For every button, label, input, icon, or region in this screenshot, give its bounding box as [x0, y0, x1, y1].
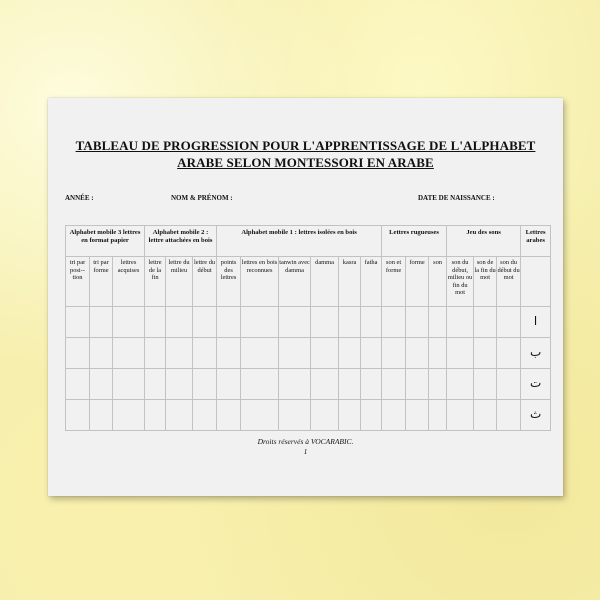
- subheader-cell: fatha: [361, 257, 382, 307]
- empty-cell[interactable]: [339, 307, 361, 338]
- title-line-1: TABLEAU DE PROGRESSION POUR L'APPRENTISSAGE DE L'ALPHABET: [75, 138, 536, 153]
- empty-cell[interactable]: [113, 400, 145, 431]
- empty-cell[interactable]: [90, 369, 113, 400]
- empty-cell[interactable]: [90, 400, 113, 431]
- empty-cell[interactable]: [145, 400, 166, 431]
- subheader-cell: tanwin avec damma: [279, 257, 311, 307]
- page-number: 1: [303, 447, 308, 456]
- empty-cell[interactable]: [145, 369, 166, 400]
- empty-cell[interactable]: [429, 338, 447, 369]
- empty-cell[interactable]: [497, 307, 521, 338]
- group-header-row: [66, 226, 551, 257]
- empty-cell[interactable]: [311, 307, 339, 338]
- subheader-cell: damma: [311, 257, 339, 307]
- group-lettres-rugueuses: Lettres rugueuses: [382, 226, 447, 257]
- group-jeu-des-sons: Jeu des sons: [447, 226, 521, 257]
- empty-cell[interactable]: [279, 400, 311, 431]
- empty-cell[interactable]: [447, 307, 474, 338]
- arabic-letter-alif: ا: [521, 307, 551, 338]
- empty-cell[interactable]: [66, 369, 90, 400]
- empty-cell[interactable]: [339, 338, 361, 369]
- empty-cell[interactable]: [66, 400, 90, 431]
- empty-cell[interactable]: [66, 338, 90, 369]
- arabic-letter-ta: ت: [521, 369, 551, 400]
- subheader-cell: lettres acquises: [113, 257, 145, 307]
- empty-cell[interactable]: [217, 369, 241, 400]
- empty-cell[interactable]: [217, 400, 241, 431]
- empty-cell[interactable]: [113, 307, 145, 338]
- empty-cell[interactable]: [406, 400, 429, 431]
- subheader-cell: points des lettres: [217, 257, 241, 307]
- empty-cell[interactable]: [193, 338, 217, 369]
- subheader-cell: forme: [406, 257, 429, 307]
- empty-cell[interactable]: [474, 369, 497, 400]
- empty-cell[interactable]: [193, 307, 217, 338]
- subheader-cell: lettre du début: [193, 257, 217, 307]
- empty-cell[interactable]: [429, 400, 447, 431]
- empty-cell[interactable]: [429, 369, 447, 400]
- field-annee: ANNÉE :: [65, 194, 94, 202]
- table-row: [66, 338, 551, 369]
- subheader-cell: kasra: [339, 257, 361, 307]
- empty-cell[interactable]: [474, 338, 497, 369]
- empty-cell[interactable]: [90, 307, 113, 338]
- empty-cell[interactable]: [311, 369, 339, 400]
- subheader-cell-empty: [521, 257, 551, 307]
- empty-cell[interactable]: [145, 338, 166, 369]
- subheader-cell: son de la fin du mot: [474, 257, 497, 307]
- empty-cell[interactable]: [113, 338, 145, 369]
- empty-cell[interactable]: [382, 369, 406, 400]
- empty-cell[interactable]: [241, 369, 279, 400]
- subheader-cell: son: [429, 257, 447, 307]
- empty-cell[interactable]: [447, 400, 474, 431]
- empty-cell[interactable]: [279, 338, 311, 369]
- group-mobile-3: Alphabet mobile 3 lettres en format papier: [66, 226, 145, 257]
- subheader-cell: lettre de la fin: [145, 257, 166, 307]
- empty-cell[interactable]: [113, 369, 145, 400]
- empty-cell[interactable]: [361, 338, 382, 369]
- empty-cell[interactable]: [474, 400, 497, 431]
- subheader-cell: lettres en bois reconnues: [241, 257, 279, 307]
- empty-cell[interactable]: [361, 400, 382, 431]
- empty-cell[interactable]: [311, 338, 339, 369]
- empty-cell[interactable]: [497, 400, 521, 431]
- subheader-cell: lettre du milieu: [166, 257, 193, 307]
- empty-cell[interactable]: [90, 338, 113, 369]
- field-nom-prenom: NOM & PRÉNOM :: [171, 194, 233, 202]
- empty-cell[interactable]: [339, 369, 361, 400]
- empty-cell[interactable]: [382, 400, 406, 431]
- empty-cell[interactable]: [361, 307, 382, 338]
- empty-cell[interactable]: [497, 369, 521, 400]
- empty-cell[interactable]: [166, 307, 193, 338]
- empty-cell[interactable]: [429, 307, 447, 338]
- subheader-cell: tri par posi--tion: [66, 257, 90, 307]
- empty-cell[interactable]: [166, 338, 193, 369]
- subheader-row: [66, 257, 551, 307]
- empty-cell[interactable]: [145, 307, 166, 338]
- empty-cell[interactable]: [241, 338, 279, 369]
- progression-table: [65, 225, 551, 431]
- arabic-letter-tha: ث: [521, 400, 551, 431]
- empty-cell[interactable]: [382, 338, 406, 369]
- subheader-cell: son et forme: [382, 257, 406, 307]
- empty-cell[interactable]: [279, 369, 311, 400]
- empty-cell[interactable]: [311, 400, 339, 431]
- empty-cell[interactable]: [447, 369, 474, 400]
- arabic-letter-ba: ب: [521, 338, 551, 369]
- table-row: [66, 307, 551, 338]
- empty-cell[interactable]: [241, 400, 279, 431]
- empty-cell[interactable]: [193, 400, 217, 431]
- empty-cell[interactable]: [217, 338, 241, 369]
- title-line-2: ARABE SELON MONTESSORI EN ARABE: [177, 155, 434, 170]
- table-row: [66, 369, 551, 400]
- empty-cell[interactable]: [166, 369, 193, 400]
- empty-cell[interactable]: [339, 400, 361, 431]
- empty-cell[interactable]: [406, 307, 429, 338]
- subheader-cell: tri par forme: [90, 257, 113, 307]
- empty-cell[interactable]: [497, 338, 521, 369]
- group-lettres-arabes: Lettres arabes: [521, 226, 551, 257]
- empty-cell[interactable]: [361, 369, 382, 400]
- empty-cell[interactable]: [241, 307, 279, 338]
- empty-cell[interactable]: [406, 369, 429, 400]
- copyright-text: Droits réservés à VOCARABIC.: [257, 437, 354, 446]
- empty-cell[interactable]: [447, 338, 474, 369]
- group-mobile-1: Alphabet mobile 1 : lettres isolées en bois: [217, 226, 382, 257]
- field-date-naissance: DATE DE NAISSANCE :: [418, 194, 495, 202]
- empty-cell[interactable]: [474, 307, 497, 338]
- table-row: [66, 400, 551, 431]
- empty-cell[interactable]: [406, 338, 429, 369]
- group-mobile-2: Alphabet mobile 2 : lettre attachées en bois: [145, 226, 217, 257]
- document-title: [48, 137, 563, 171]
- empty-cell[interactable]: [279, 307, 311, 338]
- empty-cell[interactable]: [66, 307, 90, 338]
- subheader-cell: son du début du mot: [497, 257, 521, 307]
- empty-cell[interactable]: [217, 307, 241, 338]
- worksheet-page: [48, 98, 563, 496]
- empty-cell[interactable]: [166, 400, 193, 431]
- empty-cell[interactable]: [193, 369, 217, 400]
- subheader-cell: son du début, milieu ou fin du mot: [447, 257, 474, 307]
- footer: [48, 437, 563, 457]
- empty-cell[interactable]: [382, 307, 406, 338]
